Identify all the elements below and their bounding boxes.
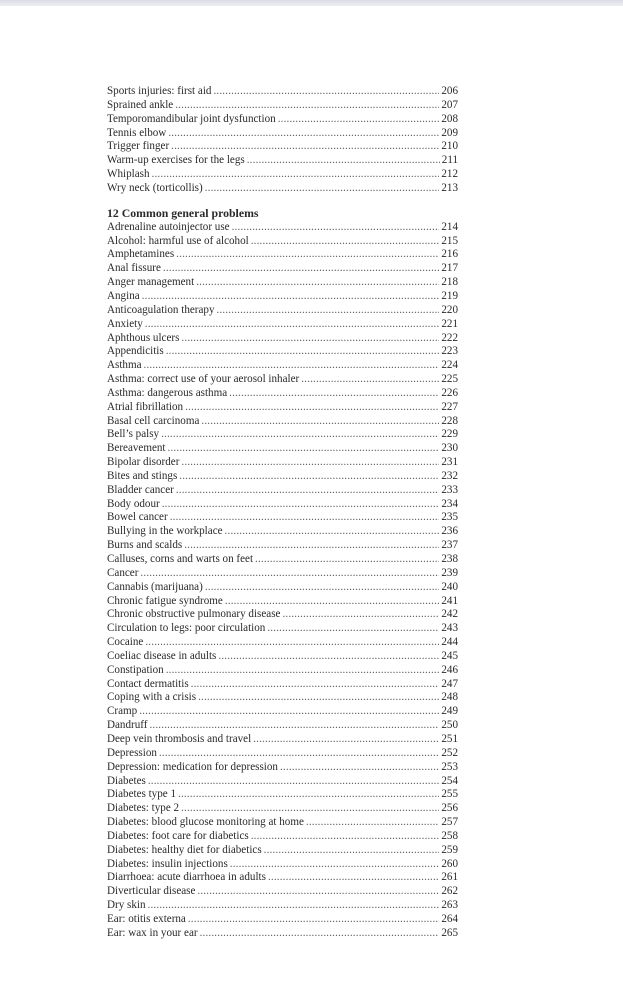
toc-entry bbox=[107, 127, 458, 141]
toc-entry bbox=[107, 345, 458, 359]
toc-entry-title: Anal fissure bbox=[107, 262, 161, 275]
toc-entry bbox=[107, 844, 458, 858]
toc-dot-leader bbox=[145, 318, 440, 332]
toc-entry bbox=[107, 511, 458, 525]
toc-entry-page: 260 bbox=[441, 857, 458, 870]
toc-entry-page: 212 bbox=[441, 168, 458, 181]
toc-entry-page: 215 bbox=[441, 234, 458, 247]
toc-dot-leader bbox=[188, 913, 440, 927]
toc-entry bbox=[107, 235, 458, 249]
toc-entry-page: 252 bbox=[441, 746, 458, 759]
toc-entry-title: Cocaine bbox=[107, 636, 144, 649]
toc-entry bbox=[107, 788, 458, 802]
toc-entry-title: Asthma: dangerous asthma bbox=[107, 386, 228, 399]
toc-dot-leader bbox=[218, 650, 439, 664]
toc-entry bbox=[107, 456, 458, 470]
toc-entry-title: Temporomandibular joint dysfunction bbox=[107, 112, 276, 125]
toc-dot-leader bbox=[166, 664, 440, 678]
toc-entry bbox=[107, 539, 458, 553]
toc-entry-title: Warm-up exercises for the legs bbox=[107, 154, 245, 167]
toc-entry-page: 239 bbox=[441, 566, 458, 579]
toc-entry-title: Aphthous ulcers bbox=[107, 331, 180, 344]
toc-dot-leader bbox=[205, 182, 440, 196]
toc-dot-leader bbox=[251, 235, 440, 249]
toc-entry-title: Diabetes: healthy diet for diabetics bbox=[107, 843, 262, 856]
toc-dot-leader bbox=[251, 830, 440, 844]
toc-entry bbox=[107, 290, 458, 304]
toc-entry-page: 253 bbox=[441, 760, 458, 773]
toc-entry bbox=[107, 498, 458, 512]
toc-entry-title: Asthma bbox=[107, 359, 142, 372]
toc-dot-leader bbox=[144, 359, 440, 373]
toc-entry-page: 218 bbox=[441, 276, 458, 289]
toc-entry-page: 251 bbox=[441, 732, 458, 745]
toc-dot-leader bbox=[145, 636, 439, 650]
toc-dot-leader bbox=[197, 885, 439, 899]
toc-entry-page: 207 bbox=[441, 98, 458, 111]
toc-dot-leader bbox=[148, 775, 440, 789]
toc-entry-title: Adrenaline autoinjector use bbox=[107, 220, 230, 233]
toc-entry bbox=[107, 927, 458, 941]
toc-entry bbox=[107, 719, 458, 733]
toc-entry-title: Whiplash bbox=[107, 168, 150, 181]
toc-entry-page: 247 bbox=[441, 677, 458, 690]
toc-entry-page: 210 bbox=[441, 140, 458, 153]
toc-entry-title: Bipolar disorder bbox=[107, 456, 180, 469]
toc-dot-leader bbox=[168, 442, 440, 456]
toc-entry-title: Depression bbox=[107, 746, 157, 759]
toc-entry-page: 255 bbox=[441, 788, 458, 801]
toc-entry-title: Coeliac disease in adults bbox=[107, 649, 217, 662]
toc-entry-title: Chronic obstructive pulmonary disease bbox=[107, 608, 281, 621]
toc-dot-leader bbox=[149, 719, 439, 733]
toc-entry-title: Body odour bbox=[107, 497, 160, 510]
toc-entry bbox=[107, 622, 458, 636]
toc-entry-page: 263 bbox=[441, 899, 458, 912]
toc-entry bbox=[107, 567, 458, 581]
toc-entry-page: 244 bbox=[441, 636, 458, 649]
toc-dot-leader bbox=[170, 511, 440, 525]
toc-dot-leader bbox=[185, 401, 439, 415]
toc-entry-title: Sprained ankle bbox=[107, 98, 174, 111]
toc-entry bbox=[107, 705, 458, 719]
toc-entry-title: Asthma: correct use of your aerosol inhaler bbox=[107, 373, 300, 386]
toc-entry-title: Cancer bbox=[107, 566, 139, 579]
toc-entry-title: Ear: wax in your ear bbox=[107, 926, 198, 939]
toc-entry-page: 248 bbox=[441, 691, 458, 704]
toc-entry-page: 261 bbox=[441, 871, 458, 884]
toc-entry-page: 234 bbox=[441, 497, 458, 510]
toc-dot-leader bbox=[181, 456, 439, 470]
toc-entry-title: Bell’s palsy bbox=[107, 428, 160, 441]
toc-dot-leader bbox=[280, 761, 439, 775]
toc-entry-title: Bites and stings bbox=[107, 469, 178, 482]
toc-entry-title: Cramp bbox=[107, 705, 138, 718]
toc-entry bbox=[107, 373, 458, 387]
toc-dot-leader bbox=[282, 608, 439, 622]
toc-dot-leader bbox=[148, 899, 440, 913]
toc-entry-title: Diabetes: blood glucose monitoring at home bbox=[107, 816, 304, 829]
toc-dot-leader bbox=[306, 816, 439, 830]
toc-entry-page: 211 bbox=[441, 154, 458, 167]
toc-dot-leader bbox=[255, 553, 439, 567]
toc-dot-leader bbox=[166, 345, 440, 359]
toc-entry-page: 232 bbox=[441, 469, 458, 482]
toc-dot-leader bbox=[140, 567, 439, 581]
toc-dot-leader bbox=[152, 168, 440, 182]
toc-entry bbox=[107, 733, 458, 747]
toc-dot-leader bbox=[268, 871, 439, 885]
toc-entry-page: 230 bbox=[441, 442, 458, 455]
toc-dot-leader bbox=[175, 99, 439, 113]
toc-dot-leader bbox=[301, 373, 439, 387]
toc-entry-title: Circulation to legs: poor circulation bbox=[107, 622, 266, 635]
toc-entry-page: 219 bbox=[441, 289, 458, 302]
toc-dot-leader bbox=[159, 747, 439, 761]
toc-entry bbox=[107, 359, 458, 373]
toc-entry bbox=[107, 248, 458, 262]
toc-entry bbox=[107, 221, 458, 235]
toc-dot-leader bbox=[176, 484, 440, 498]
toc-entry-title: Chronic fatigue syndrome bbox=[107, 594, 223, 607]
toc-entry-page: 264 bbox=[441, 912, 458, 925]
toc-dot-leader bbox=[253, 733, 439, 747]
toc-entry-page: 246 bbox=[441, 663, 458, 676]
toc-entry-page: 265 bbox=[441, 926, 458, 939]
toc-entry bbox=[107, 387, 458, 401]
toc-entry-title: Diabetes type 1 bbox=[107, 788, 177, 801]
toc-entry bbox=[107, 595, 458, 609]
toc-dot-leader bbox=[225, 595, 440, 609]
toc-entry bbox=[107, 636, 458, 650]
toc-dot-leader bbox=[142, 290, 440, 304]
toc-dot-leader bbox=[162, 498, 440, 512]
toc-entry-page: 262 bbox=[441, 885, 458, 898]
toc-entry-title: Bowel cancer bbox=[107, 511, 168, 524]
chapter-heading: 12 Common general problems bbox=[107, 205, 259, 220]
toc-dot-leader bbox=[232, 221, 440, 235]
toc-entry bbox=[107, 553, 458, 567]
toc-entry bbox=[107, 678, 458, 692]
toc-entry-title: Amphetamines bbox=[107, 248, 175, 261]
toc-dot-leader bbox=[198, 691, 439, 705]
toc-entry bbox=[107, 85, 458, 99]
toc-entry bbox=[107, 830, 458, 844]
toc-entry-page: 237 bbox=[441, 539, 458, 552]
toc-dot-leader bbox=[163, 262, 439, 276]
toc-entry bbox=[107, 899, 458, 913]
toc-entry bbox=[107, 318, 458, 332]
toc-entry-page: 259 bbox=[441, 843, 458, 856]
toc-entry-page: 235 bbox=[441, 511, 458, 524]
toc-entry-page: 257 bbox=[441, 816, 458, 829]
toc-entry-title: Bullying in the workplace bbox=[107, 525, 223, 538]
toc-entry bbox=[107, 168, 458, 182]
toc-entry bbox=[107, 913, 458, 927]
toc-dot-leader bbox=[201, 415, 439, 429]
toc-dot-leader bbox=[229, 387, 439, 401]
toc-entry bbox=[107, 154, 458, 168]
toc-entry-title: Sports injuries: first aid bbox=[107, 85, 212, 97]
toc-entry bbox=[107, 885, 458, 899]
toc-dot-leader bbox=[176, 248, 439, 262]
toc-dot-leader bbox=[247, 154, 440, 168]
toc-entry bbox=[107, 401, 458, 415]
toc-entry-title: Trigger finger bbox=[107, 140, 170, 153]
toc-entry bbox=[107, 99, 458, 113]
toc-entry-page: 208 bbox=[441, 112, 458, 125]
toc-entry-page: 224 bbox=[441, 359, 458, 372]
toc-entry-page: 220 bbox=[441, 303, 458, 316]
toc-entry bbox=[107, 332, 458, 346]
toc-entry-title: Contact dermatitis bbox=[107, 677, 189, 690]
toc-entry-title: Angina bbox=[107, 289, 140, 302]
toc-entry-page: 236 bbox=[441, 525, 458, 538]
toc-entry-title: Appendicitis bbox=[107, 345, 164, 358]
toc-entry bbox=[107, 484, 458, 498]
toc-entry-title: Diarrhoea: acute diarrhoea in adults bbox=[107, 871, 266, 884]
toc-entry bbox=[107, 871, 458, 885]
toc-entry-title: Dandruff bbox=[107, 719, 148, 732]
toc-dot-leader bbox=[230, 858, 440, 872]
toc-dot-leader bbox=[184, 539, 439, 553]
toc-dot-leader bbox=[200, 927, 440, 941]
toc-entry bbox=[107, 140, 458, 154]
toc-entry-page: 216 bbox=[441, 248, 458, 261]
toc-entry bbox=[107, 858, 458, 872]
toc-dot-leader bbox=[161, 428, 439, 442]
toc-entry-page: 221 bbox=[441, 317, 458, 330]
toc-entry-title: Atrial fibrillation bbox=[107, 400, 184, 413]
toc-entry bbox=[107, 747, 458, 761]
toc-intro-list bbox=[107, 85, 458, 196]
table-of-contents bbox=[107, 85, 458, 941]
toc-entry bbox=[107, 262, 458, 276]
toc-entry bbox=[107, 276, 458, 290]
toc-entry-title: Cannabis (marijuana) bbox=[107, 580, 203, 593]
toc-entry-title: Diabetes: insulin injections bbox=[107, 857, 228, 870]
toc-entry-title: Anger management bbox=[107, 276, 195, 289]
toc-entry bbox=[107, 761, 458, 775]
toc-dot-leader bbox=[267, 622, 439, 636]
toc-dot-leader bbox=[264, 844, 440, 858]
toc-entry bbox=[107, 581, 458, 595]
toc-entry bbox=[107, 182, 458, 196]
toc-entry-page: 233 bbox=[441, 483, 458, 496]
toc-entry-title: Burns and scalds bbox=[107, 539, 183, 552]
toc-dot-leader bbox=[179, 470, 439, 484]
toc-entry bbox=[107, 304, 458, 318]
toc-entry-page: 245 bbox=[441, 649, 458, 662]
toc-entry-title: Diabetes: type 2 bbox=[107, 802, 180, 815]
toc-entry-title: Anticoagulation therapy bbox=[107, 303, 215, 316]
toc-dot-leader bbox=[181, 802, 439, 816]
toc-entry-title: Dry skin bbox=[107, 899, 146, 912]
toc-entry-page: 225 bbox=[441, 373, 458, 386]
toc-entry-title: Calluses, corns and warts on feet bbox=[107, 553, 254, 565]
toc-entry-page: 213 bbox=[441, 181, 458, 194]
toc-dot-leader bbox=[178, 788, 439, 802]
toc-entry-page: 238 bbox=[441, 553, 458, 565]
toc-entry-page: 226 bbox=[441, 386, 458, 399]
toc-entry bbox=[107, 608, 458, 622]
toc-entry-title: Anxiety bbox=[107, 317, 143, 330]
toc-entry bbox=[107, 816, 458, 830]
toc-entry-title: Constipation bbox=[107, 663, 164, 676]
toc-entry bbox=[107, 802, 458, 816]
toc-entry-page: 214 bbox=[441, 220, 458, 233]
toc-dot-leader bbox=[225, 525, 440, 539]
toc-dot-leader bbox=[217, 304, 440, 318]
toc-entry-title: Diverticular disease bbox=[107, 885, 196, 898]
toc-entry-page: 229 bbox=[441, 428, 458, 441]
toc-entry-title: Deep vein thrombosis and travel bbox=[107, 732, 252, 745]
toc-entry-page: 222 bbox=[441, 331, 458, 344]
toc-entry-title: Wry neck (torticollis) bbox=[107, 181, 203, 194]
toc-entry bbox=[107, 525, 458, 539]
toc-entry-title: Tennis elbow bbox=[107, 126, 167, 139]
toc-entry bbox=[107, 664, 458, 678]
toc-entry-title: Basal cell carcinoma bbox=[107, 414, 200, 427]
toc-entry-page: 242 bbox=[441, 608, 458, 621]
toc-entry-page: 243 bbox=[441, 622, 458, 635]
toc-entry-page: 254 bbox=[441, 774, 458, 787]
toc-entry-title: Coping with a crisis bbox=[107, 691, 197, 704]
toc-entry bbox=[107, 691, 458, 705]
toc-entry-page: 206 bbox=[441, 85, 458, 97]
toc-dot-leader bbox=[205, 581, 440, 595]
toc-entry-title: Diabetes bbox=[107, 774, 146, 787]
toc-dot-leader bbox=[139, 705, 439, 719]
toc-entry bbox=[107, 442, 458, 456]
toc-dot-leader bbox=[181, 332, 439, 346]
toc-dot-leader bbox=[196, 276, 439, 290]
toc-entry-page: 209 bbox=[441, 126, 458, 139]
toc-entry-title: Ear: otitis externa bbox=[107, 912, 186, 925]
toc-entry-title: Diabetes: foot care for diabetics bbox=[107, 829, 249, 842]
toc-entry bbox=[107, 650, 458, 664]
toc-dot-leader bbox=[168, 127, 439, 141]
toc-entry-title: Depression: medication for depression bbox=[107, 760, 278, 773]
toc-entry-title: Alcohol: harmful use of alcohol bbox=[107, 234, 249, 247]
toc-entry-page: 250 bbox=[441, 719, 458, 732]
toc-entry-page: 223 bbox=[441, 345, 458, 358]
toc-entry-page: 258 bbox=[441, 829, 458, 842]
toc-entry bbox=[107, 113, 458, 127]
toc-entry-page: 241 bbox=[441, 594, 458, 607]
toc-entry bbox=[107, 470, 458, 484]
toc-entry-page: 256 bbox=[441, 802, 458, 815]
toc-entry-page: 231 bbox=[441, 456, 458, 469]
toc-entry bbox=[107, 415, 458, 429]
toc-entry-page: 217 bbox=[441, 262, 458, 275]
toc-entry bbox=[107, 775, 458, 789]
top-edge-bar bbox=[0, 0, 623, 6]
toc-entry-page: 240 bbox=[441, 580, 458, 593]
toc-dot-leader bbox=[171, 140, 439, 154]
toc-entry-page: 249 bbox=[441, 705, 458, 718]
toc-chapter-list bbox=[107, 221, 458, 941]
toc-dot-leader bbox=[278, 113, 440, 127]
toc-dot-leader bbox=[213, 85, 439, 99]
toc-entry-page: 227 bbox=[441, 400, 458, 413]
toc-dot-leader bbox=[191, 678, 440, 692]
toc-entry-title: Bereavement bbox=[107, 442, 166, 455]
toc-entry-title: Bladder cancer bbox=[107, 483, 174, 496]
toc-entry-page: 228 bbox=[441, 414, 458, 427]
toc-entry bbox=[107, 428, 458, 442]
